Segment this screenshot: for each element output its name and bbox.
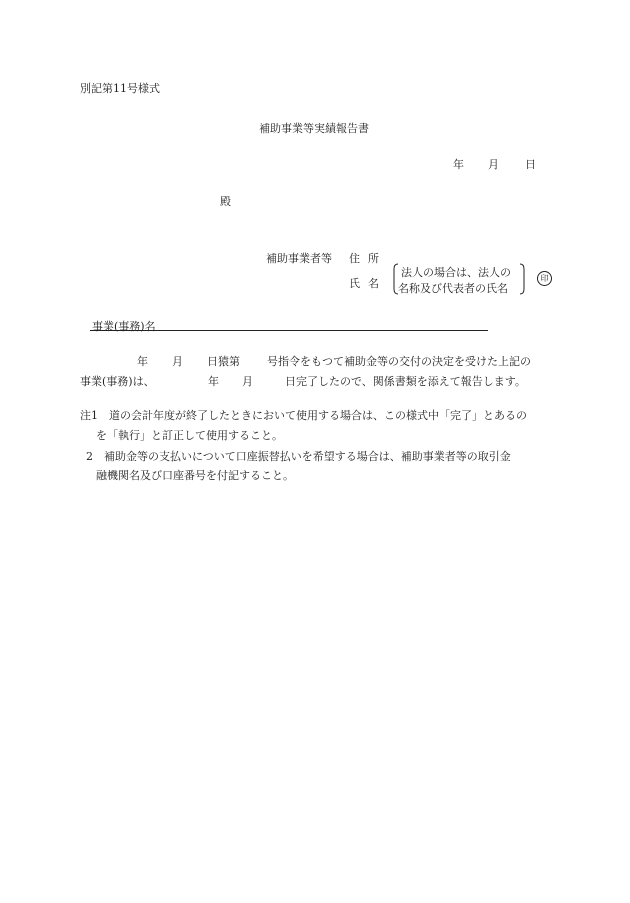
corporate-note-line1: 法人の場合は、法人の [401,266,511,279]
seal-mark: 印 [537,271,552,286]
form-number: 別記第11号様式 [80,82,160,95]
date-month: 月 [488,158,499,171]
date-day: 日 [525,158,536,171]
business-name-label: 事業(事務)名 [92,320,156,333]
body-line1-year: 年 [137,355,148,368]
note-1-line1: 注1 道の会計年度が終了したときにおいて使用する場合は、この様式中「完了」とあるの [80,409,527,422]
note-1-line2: を「執行」と訂正して使用すること。 [96,429,283,442]
body-line1-day-no: 日猿第 [207,355,240,368]
name-label: 氏名 [349,277,387,290]
document-title: 補助事業等実績報告書 [259,122,369,135]
body-line1-text: 号指令をもつて補助金等の交付の決定を受けた上記の [267,355,531,368]
note-2-line1: 2 補助金等の支払いについて口座振替払いを希望する場合は、補助事業者等の取引金 [86,450,511,463]
note-2-line2: 融機関名及び口座番号を付記すること。 [96,469,294,482]
body-line1-month: 月 [172,355,183,368]
corporate-name-note [393,263,525,295]
body-line2-lead: 事業(事務)は、 [80,375,155,388]
body-line2-month: 月 [242,375,253,388]
corporate-note-line2: 名称及び代表者の氏名 [398,282,508,295]
date-year: 年 [453,158,464,171]
business-name-line [90,330,488,331]
address-label: 住所 [349,252,387,265]
body-line2-text: 日完了したので、関係書類を添えて報告します。 [285,375,526,388]
addressee: 殿 [220,195,231,208]
body-line2-year: 年 [208,375,219,388]
applicant-label: 補助事業者等 [266,252,332,265]
